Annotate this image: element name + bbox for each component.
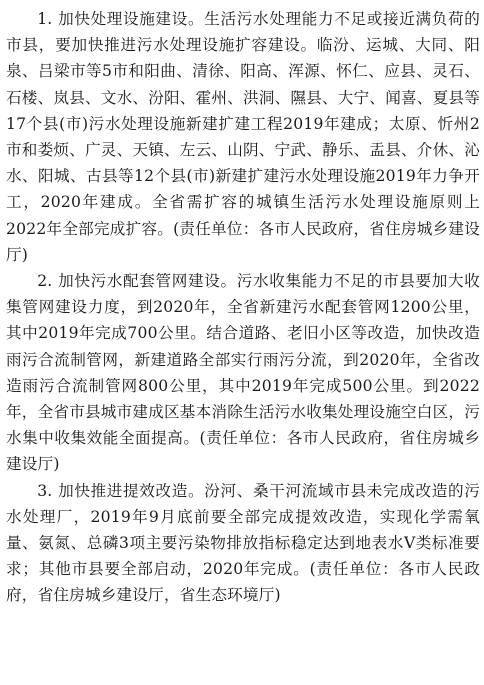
paragraph-processing-facilities: 1. 加快处理设施建设。生活污水处理能力不足或接近满负荷的市县，要加快推进污水处理设施扩容建设。临汾、运城、大同、阳泉、吕梁市等5市和阳曲、清徐、阳高、浑源、怀仁、应县、灵石、石楼、岚县、文水、汾阳、霍州、洪洞、隰县、大宁、闻喜、夏县等17个县(市)污水处理设施新建扩建工程2019年建成；太原、忻州2市和娄烦、广灵、天镇、左云、山阴、宁武、静乐、盂县、介休、沁水、阳城、古县等12个县(市)新建扩建污水处理设施2019年力争开工，2020年建成。全省需扩容的城镇生活污水处理设施原则上2022年全部完成扩容。(责任单位：各市人民政府，省住房城乡建设厅)	[6, 10, 480, 264]
paragraph-efficiency-upgrade: 3. 加快推进提效改造。汾河、桑干河流域市县未完成改造的污水处理厂，2019年9月底前要全部完成提效改造，实现化学需氧量、氨氮、总磷3项主要污染物排放指标稳定达到地表水Ⅴ类标准要求；其他市县要全部启动，2020年完成。(责任单位：各市人民政府，省住房城乡建设厅，省生态环境厅)	[6, 481, 480, 605]
paragraph-sewer-network: 2. 加快污水配套管网建设。污水收集能力不足的市县要加大收集管网建设力度，到2020年，全省新建污水配套管网1200公里，其中2019年完成700公里。结合道路、老旧小区等改造，加快改造雨污合流制管网，新建道路全部实行雨污分流，到2020年，全省改造雨污合流制管网800公里，其中2019年完成500公里。到2022年，全省市县城市建成区基本消除生活污水收集处理设施空白区，污水集中收集效能全面提高。(责任单位：各市人民政府，省住房城乡建设厅)	[6, 272, 480, 474]
